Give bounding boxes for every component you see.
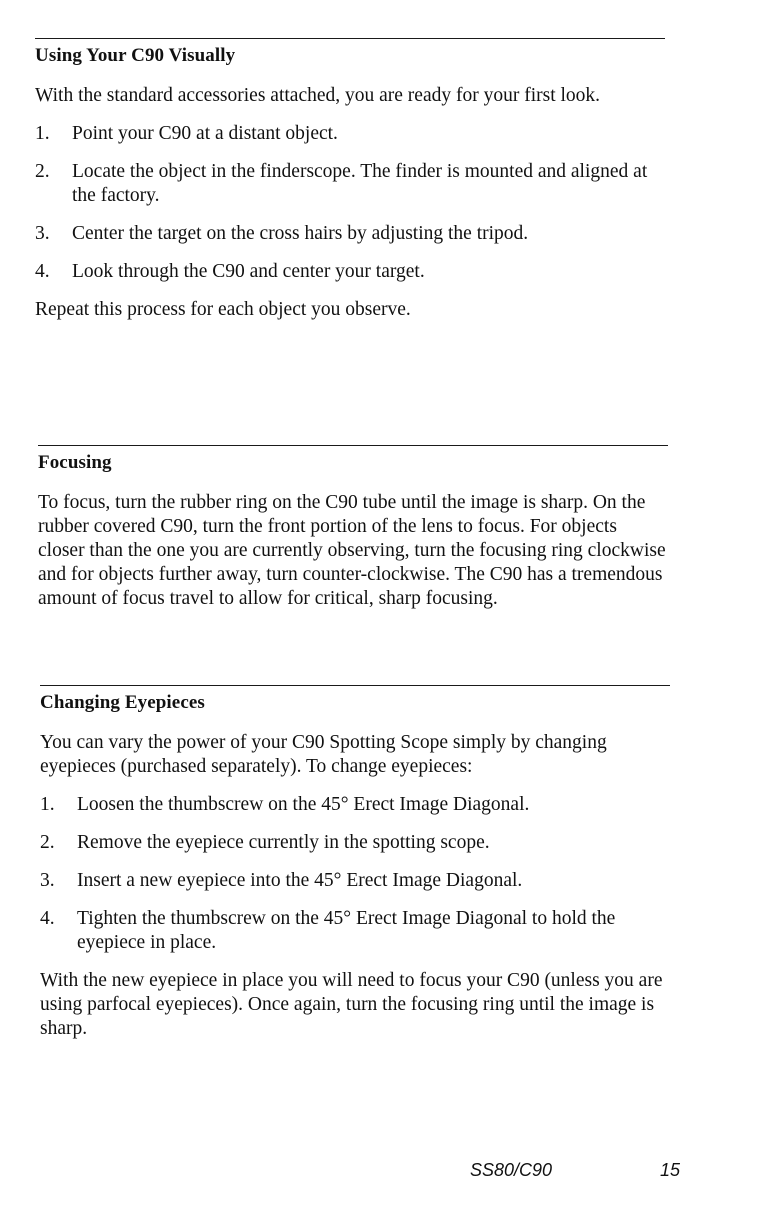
step-text: Locate the object in the finderscope. The finder is mounted and aligned at the factory. <box>72 161 648 206</box>
section-focusing <box>38 445 668 611</box>
section-divider <box>35 38 665 39</box>
closing-paragraph: With the new eyepiece in place you will need to focus your C90 (unless you are using parfocal eyepieces). Once again, turn the focusing ring until the image is sharp. <box>40 970 663 1039</box>
page-footer <box>470 1160 680 1181</box>
list-item <box>35 160 665 208</box>
step-text: Loosen the thumbscrew on the 45° Erect Image Diagonal. <box>77 794 530 815</box>
list-item <box>40 831 670 855</box>
step-number: 1. <box>40 794 55 815</box>
step-text: Insert a new eyepiece into the 45° Erect Image Diagonal. <box>77 870 523 891</box>
steps-list <box>35 122 665 284</box>
section-heading: Using Your C90 Visually <box>35 45 236 66</box>
section-heading: Changing Eyepieces <box>40 692 205 713</box>
list-item <box>35 222 665 246</box>
step-number: 1. <box>35 123 50 144</box>
list-item <box>35 260 665 284</box>
step-number: 4. <box>40 908 55 929</box>
list-item <box>35 122 665 146</box>
step-text: Look through the C90 and center your target. <box>72 261 425 282</box>
list-item <box>40 869 670 893</box>
step-text: Tighten the thumbscrew on the 45° Erect Image Diagonal to hold the eyepiece in place. <box>77 908 616 953</box>
footer-model-label: SS80/C90 <box>470 1160 553 1180</box>
step-number: 4. <box>35 261 50 282</box>
intro-paragraph: With the standard accessories attached, you are ready for your first look. <box>35 85 601 106</box>
section-changing-eyepieces <box>40 685 670 1041</box>
step-number: 2. <box>40 832 55 853</box>
intro-paragraph: You can vary the power of your C90 Spotting Scope simply by changing eyepieces (purchased separately). To change eyepieces: <box>40 732 607 777</box>
section-divider <box>40 685 670 686</box>
body-paragraph: To focus, turn the rubber ring on the C90 tube until the image is sharp. On the rubber covered C90, turn the front portion of the lens to focus. For objects closer than the one you are currently observing, turn the focusing ring clockwise and for objects further away, turn counter-clockwise. The C90 has a tremendous amount of focus travel to allow for critical, sharp focusing. <box>38 492 666 609</box>
list-item <box>40 793 670 817</box>
step-text: Point your C90 at a distant object. <box>72 123 338 144</box>
section-using-visually <box>35 38 665 322</box>
page-number: 15 <box>659 1160 680 1180</box>
step-number: 3. <box>35 223 50 244</box>
section-divider <box>38 445 668 446</box>
list-item <box>40 907 670 955</box>
section-heading: Focusing <box>38 452 112 473</box>
closing-paragraph: Repeat this process for each object you observe. <box>35 299 411 320</box>
step-text: Center the target on the cross hairs by adjusting the tripod. <box>72 223 529 244</box>
step-number: 3. <box>40 870 55 891</box>
step-text: Remove the eyepiece currently in the spotting scope. <box>77 832 490 853</box>
steps-list <box>40 793 670 955</box>
step-number: 2. <box>35 161 50 182</box>
